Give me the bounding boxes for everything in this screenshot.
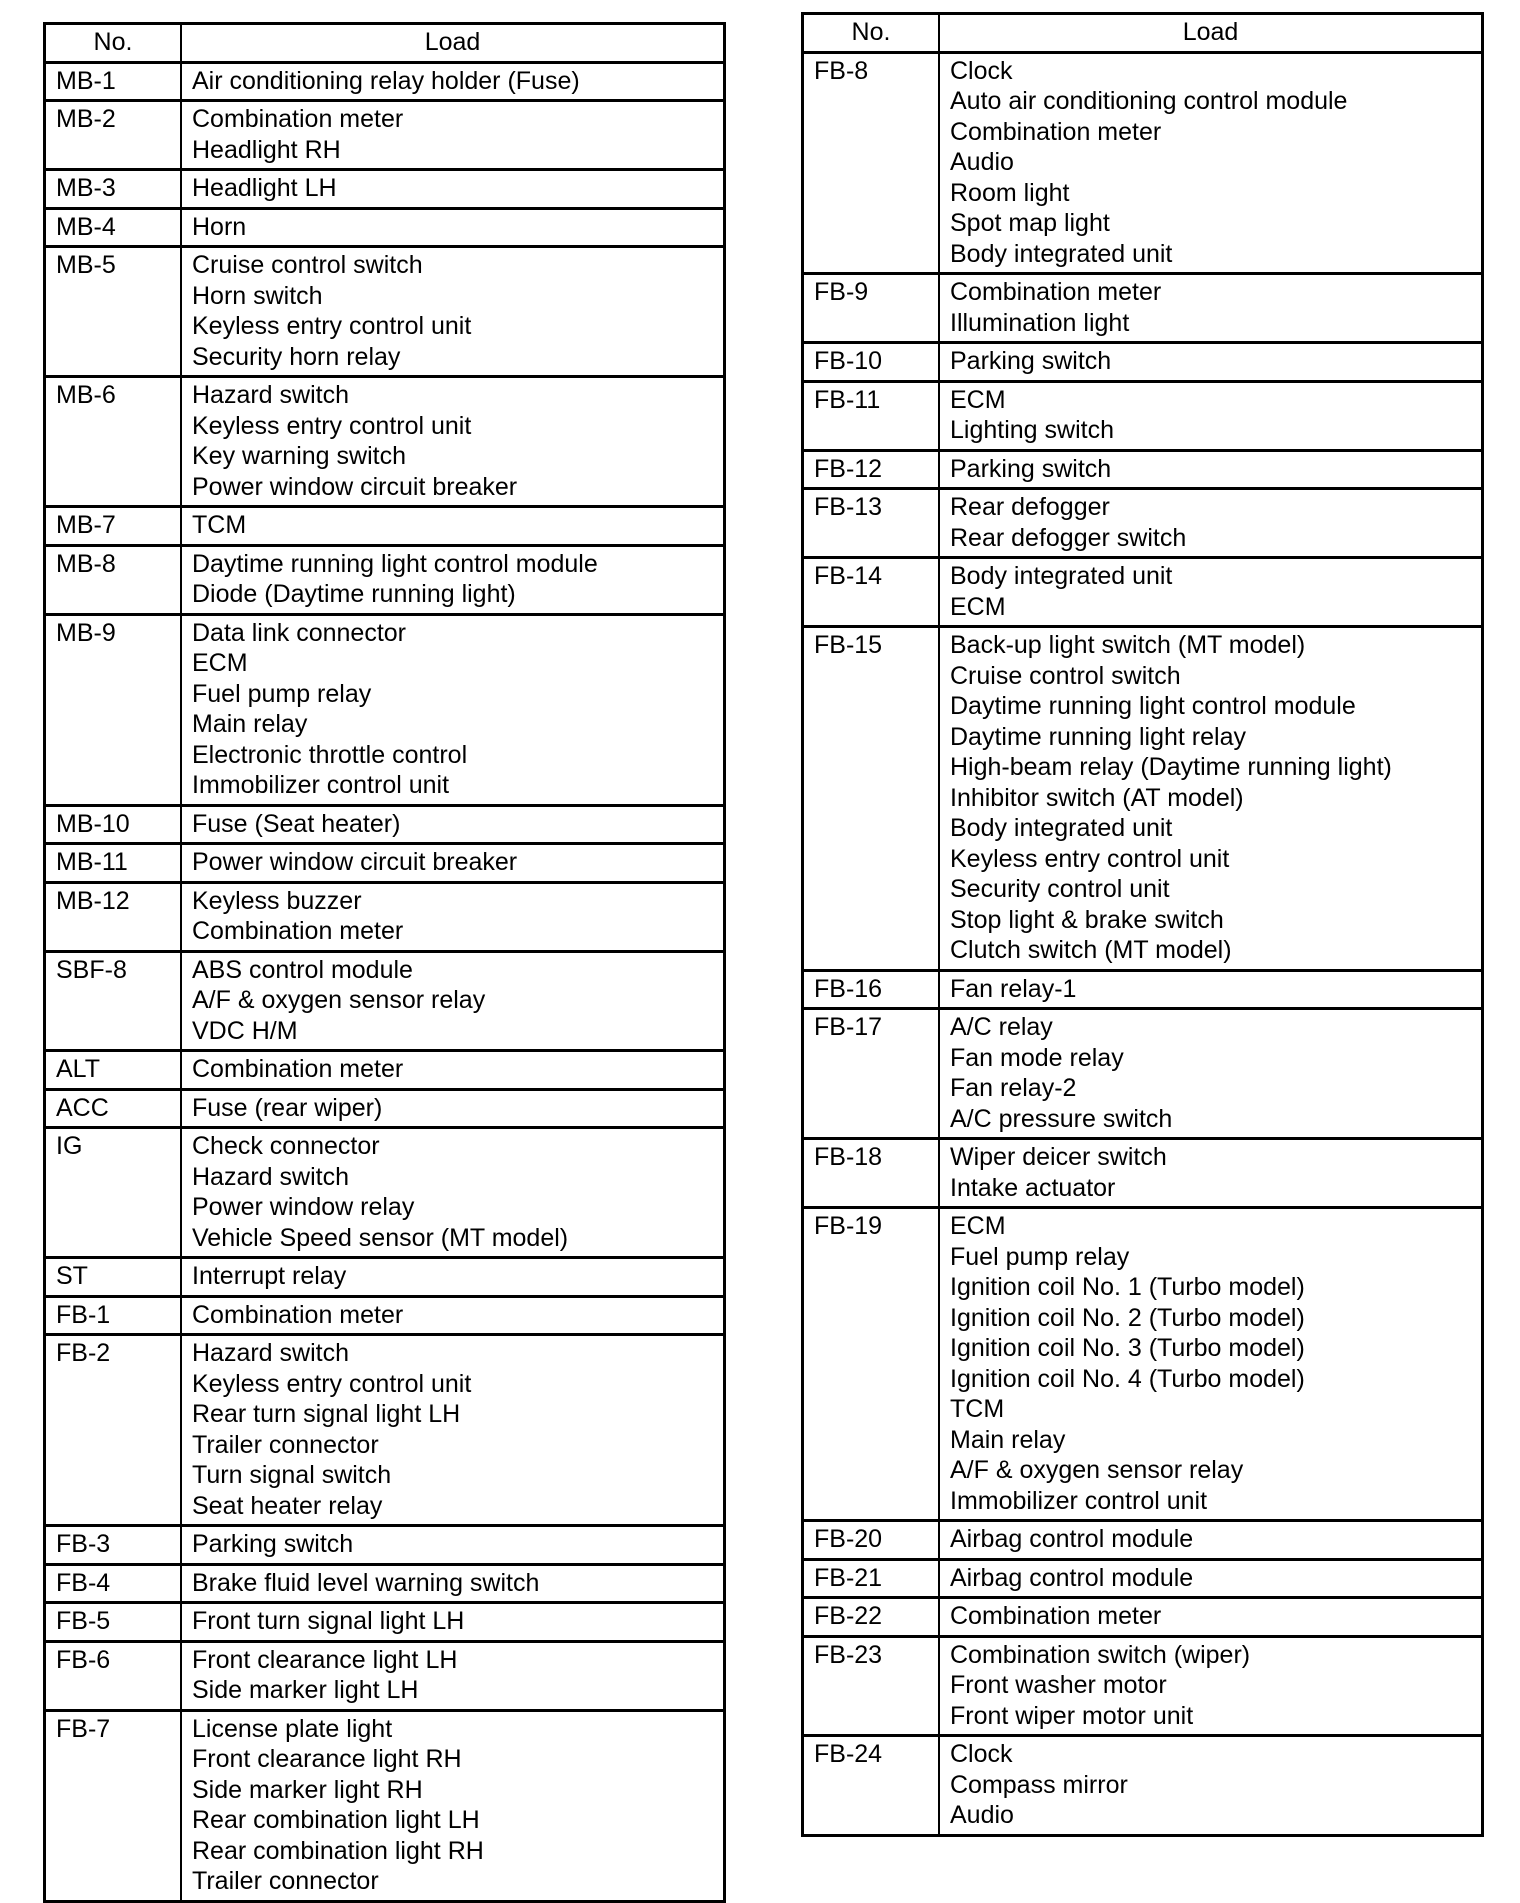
load-cell [939, 274, 1483, 343]
fuse-number-cell: SBF-8 [45, 951, 182, 1051]
table-row [803, 970, 1483, 1009]
load-item: Lighting switch [950, 416, 1114, 444]
load-cell [939, 1521, 1483, 1560]
table-row [45, 1526, 725, 1565]
load-item: Parking switch [950, 454, 1112, 483]
table-row [45, 170, 725, 209]
fuse-number-cell: FB-19 [803, 1208, 940, 1521]
load-cell [939, 627, 1483, 971]
table-row [45, 247, 725, 377]
load-cell [939, 1636, 1483, 1736]
load-cell [181, 882, 725, 951]
load-item: Body integrated unit [950, 562, 1173, 590]
load-item: Front washer motor [950, 1671, 1167, 1699]
load-item: Combination meter [950, 1602, 1162, 1630]
load-item: Immobilizer control unit [950, 1486, 1208, 1515]
table-row [45, 1258, 725, 1297]
load-item: Trailer connector [192, 1867, 379, 1895]
table-row [45, 62, 725, 101]
load-item: Hazard switch [192, 1162, 349, 1191]
fuse-number-cell: MB-8 [45, 545, 182, 614]
load-cell [181, 1641, 725, 1710]
fuse-number-cell: MB-9 [45, 614, 182, 805]
load-item: Horn [192, 212, 247, 241]
load-item: Headlight RH [192, 135, 341, 164]
load-cell [181, 805, 725, 844]
table-row [45, 377, 725, 507]
table-row [803, 274, 1483, 343]
table-row [803, 52, 1483, 274]
load-item: Check connector [192, 1132, 380, 1160]
header-row [45, 24, 725, 63]
load-cell [939, 489, 1483, 558]
fuse-number-cell: MB-12 [45, 882, 182, 951]
table-row [803, 450, 1483, 489]
load-item: Rear defogger [950, 493, 1110, 521]
load-item: Parking switch [950, 347, 1112, 375]
load-cell [181, 1128, 725, 1258]
load-item: Data link connector [192, 618, 407, 647]
table-row [45, 882, 725, 951]
load-item: Front clearance light RH [192, 1745, 462, 1773]
fuse-number-cell: FB-17 [803, 1009, 940, 1139]
table-row [45, 1296, 725, 1335]
load-item: Keyless entry control unit [950, 844, 1230, 873]
table-row [803, 1736, 1483, 1836]
load-item: Illumination light [950, 308, 1130, 337]
load-item: Fan relay-2 [950, 1074, 1077, 1102]
load-item: Interrupt relay [192, 1262, 347, 1290]
table-row [803, 489, 1483, 558]
load-item: Fuse (rear wiper) [192, 1093, 383, 1122]
load-item: Rear combination light RH [192, 1836, 484, 1865]
load-item: Combination meter [950, 117, 1162, 146]
fuse-number-cell: FB-21 [803, 1559, 940, 1598]
load-item: Ignition coil No. 4 (Turbo model) [950, 1364, 1305, 1393]
load-cell [181, 62, 725, 101]
load-cell [939, 52, 1483, 274]
load-item: Security control unit [950, 875, 1170, 903]
load-item: Daytime running light relay [950, 722, 1246, 751]
load-item: Diode (Daytime running light) [192, 580, 516, 608]
load-item: A/F & oxygen sensor relay [192, 986, 486, 1014]
load-cell [939, 558, 1483, 627]
load-column-header: Load [939, 14, 1483, 53]
fuse-number-cell: FB-13 [803, 489, 940, 558]
load-cell [181, 1603, 725, 1642]
load-cell [939, 343, 1483, 382]
load-item: Side marker light LH [192, 1676, 419, 1704]
table-row [45, 951, 725, 1051]
fuse-number-cell: MB-7 [45, 507, 182, 546]
load-cell [939, 970, 1483, 1009]
load-item: Inhibitor switch (AT model) [950, 783, 1244, 812]
load-item: Ignition coil No. 2 (Turbo model) [950, 1303, 1305, 1332]
load-item: Horn switch [192, 281, 323, 310]
load-item: Daytime running light control module [192, 549, 598, 578]
fuse-number-cell: ALT [45, 1051, 182, 1090]
table-row [803, 627, 1483, 971]
load-item: Power window circuit breaker [192, 848, 518, 876]
load-item: Keyless buzzer [192, 886, 362, 915]
load-item: Combination meter [192, 1300, 404, 1329]
fuse-number-cell: FB-6 [45, 1641, 182, 1710]
table-row [803, 558, 1483, 627]
fuse-number-cell: FB-2 [45, 1335, 182, 1526]
header-row [803, 14, 1483, 53]
load-item: A/C pressure switch [950, 1104, 1173, 1133]
fuse-number-cell: FB-7 [45, 1710, 182, 1901]
table-row [803, 1636, 1483, 1736]
load-item: Keyless entry control unit [192, 1369, 472, 1398]
load-item: Turn signal switch [192, 1461, 392, 1489]
load-cell [181, 208, 725, 247]
table-row [45, 1051, 725, 1090]
load-cell [939, 381, 1483, 450]
fuse-number-cell: FB-20 [803, 1521, 940, 1560]
table-row [45, 805, 725, 844]
table-row [803, 1009, 1483, 1139]
load-item: Ignition coil No. 3 (Turbo model) [950, 1334, 1305, 1362]
fuse-number-cell: FB-12 [803, 450, 940, 489]
load-item: Electronic throttle control [192, 740, 468, 769]
load-cell [939, 1208, 1483, 1521]
load-cell [181, 101, 725, 170]
load-item: A/C relay [950, 1013, 1053, 1041]
load-item: Brake fluid level warning switch [192, 1568, 540, 1597]
table-row [45, 844, 725, 883]
load-item: Security horn relay [192, 342, 401, 371]
load-item: Vehicle Speed sensor (MT model) [192, 1223, 569, 1252]
load-item: Clock [950, 1740, 1013, 1768]
load-item: Fuel pump relay [192, 679, 372, 708]
load-cell [939, 1559, 1483, 1598]
load-item: ECM [950, 1212, 1006, 1240]
load-item: Hazard switch [192, 381, 349, 409]
table-row [803, 1559, 1483, 1598]
table-row [803, 1139, 1483, 1208]
table-row [45, 507, 725, 546]
load-item: VDC H/M [192, 1016, 298, 1045]
load-cell [181, 1296, 725, 1335]
load-item: Keyless entry control unit [192, 411, 472, 440]
fuse-number-cell: FB-4 [45, 1564, 182, 1603]
load-item: Compass mirror [950, 1770, 1128, 1799]
load-item: Rear turn signal light LH [192, 1400, 461, 1428]
load-item: TCM [950, 1395, 1005, 1423]
load-item: Combination meter [192, 105, 404, 133]
fuse-number-cell: MB-11 [45, 844, 182, 883]
load-item: Seat heater relay [192, 1491, 383, 1520]
load-item: Wiper deicer switch [950, 1143, 1167, 1171]
table-row [45, 208, 725, 247]
load-item: Power window circuit breaker [192, 472, 518, 501]
load-item: ECM [192, 649, 248, 677]
load-item: Main relay [192, 710, 308, 738]
fuse-load-table-right [801, 12, 1484, 1837]
load-cell [181, 247, 725, 377]
load-item: Back-up light switch (MT model) [950, 631, 1306, 659]
no-column-header: No. [45, 24, 182, 63]
load-item: Front clearance light LH [192, 1645, 458, 1674]
load-item: Fuse (Seat heater) [192, 809, 401, 838]
load-item: Audio [950, 1801, 1014, 1829]
load-item: Audio [950, 148, 1014, 176]
load-item: Keyless entry control unit [192, 312, 472, 340]
fuse-number-cell: MB-3 [45, 170, 182, 209]
table-row [45, 545, 725, 614]
load-item: Body integrated unit [950, 239, 1173, 268]
load-item: A/F & oxygen sensor relay [950, 1456, 1244, 1484]
load-item: Side marker light RH [192, 1775, 423, 1804]
fuse-number-cell: FB-15 [803, 627, 940, 971]
fuse-number-cell: MB-1 [45, 62, 182, 101]
load-item: Combination meter [192, 1055, 404, 1083]
load-item: Combination meter [192, 917, 404, 945]
fuse-number-cell: MB-6 [45, 377, 182, 507]
load-cell [181, 844, 725, 883]
fuse-load-table-left [43, 22, 726, 1903]
fuse-number-cell: FB-23 [803, 1636, 940, 1736]
load-item: Rear defogger switch [950, 523, 1187, 552]
fuse-number-cell: FB-5 [45, 1603, 182, 1642]
load-item: Clutch switch (MT model) [950, 936, 1232, 964]
table-row [45, 1710, 725, 1901]
no-column-header: No. [803, 14, 940, 53]
load-cell [939, 1139, 1483, 1208]
load-item: Airbag control module [950, 1525, 1194, 1553]
table-row [45, 1128, 725, 1258]
load-item: High-beam relay (Daytime running light) [950, 753, 1392, 781]
load-cell [181, 170, 725, 209]
load-item: Fan mode relay [950, 1043, 1124, 1072]
fuse-number-cell: FB-3 [45, 1526, 182, 1565]
load-cell [181, 951, 725, 1051]
load-item: Cruise control switch [192, 251, 423, 279]
load-item: Main relay [950, 1425, 1066, 1454]
table-row [803, 1521, 1483, 1560]
table-row [803, 1208, 1483, 1521]
fuse-number-cell: FB-10 [803, 343, 940, 382]
fuse-number-cell: FB-11 [803, 381, 940, 450]
load-item: Daytime running light control module [950, 692, 1356, 720]
load-cell [181, 614, 725, 805]
load-item: Cruise control switch [950, 661, 1181, 690]
load-item: ECM [950, 385, 1006, 414]
load-item: Airbag control module [950, 1563, 1194, 1592]
table-row [45, 614, 725, 805]
table-row [803, 1598, 1483, 1637]
load-item: Trailer connector [192, 1430, 379, 1459]
load-cell [939, 1736, 1483, 1836]
load-item: TCM [192, 511, 247, 539]
load-cell [181, 507, 725, 546]
load-cell [181, 1258, 725, 1297]
load-item: Combination meter [950, 278, 1162, 306]
load-item: Front wiper motor unit [950, 1701, 1194, 1730]
table-row [45, 1641, 725, 1710]
fuse-number-cell: FB-9 [803, 274, 940, 343]
load-item: Parking switch [192, 1530, 354, 1558]
load-item: Ignition coil No. 1 (Turbo model) [950, 1273, 1305, 1301]
load-column-header: Load [181, 24, 725, 63]
load-item: Combination switch (wiper) [950, 1640, 1251, 1669]
load-item: Air conditioning relay holder (Fuse) [192, 66, 580, 95]
load-item: Spot map light [950, 209, 1110, 237]
table-row [45, 1603, 725, 1642]
table-row [803, 343, 1483, 382]
load-item: Power window relay [192, 1193, 415, 1221]
load-cell [939, 450, 1483, 489]
load-cell [181, 1526, 725, 1565]
load-item: Hazard switch [192, 1339, 349, 1367]
load-item: Stop light & brake switch [950, 905, 1224, 934]
table-row [45, 1089, 725, 1128]
load-cell [181, 377, 725, 507]
load-item: ABS control module [192, 955, 413, 984]
load-item: Immobilizer control unit [192, 771, 450, 799]
load-cell [181, 1710, 725, 1901]
load-item: ECM [950, 592, 1006, 621]
load-cell [939, 1598, 1483, 1637]
fuse-number-cell: FB-16 [803, 970, 940, 1009]
load-item: Fan relay-1 [950, 974, 1077, 1003]
fuse-number-cell: FB-24 [803, 1736, 940, 1836]
fuse-number-cell: ST [45, 1258, 182, 1297]
load-cell [181, 1051, 725, 1090]
fuse-number-cell: IG [45, 1128, 182, 1258]
load-cell [181, 1564, 725, 1603]
fuse-number-cell: MB-2 [45, 101, 182, 170]
table-row [45, 1564, 725, 1603]
fuse-number-cell: MB-10 [45, 805, 182, 844]
load-item: Room light [950, 178, 1070, 207]
load-item: Body integrated unit [950, 814, 1173, 842]
fuse-number-cell: FB-18 [803, 1139, 940, 1208]
table-row [45, 101, 725, 170]
fuse-number-cell: ACC [45, 1089, 182, 1128]
load-item: Clock [950, 56, 1013, 85]
fuse-number-cell: FB-22 [803, 1598, 940, 1637]
load-item: Headlight LH [192, 174, 337, 202]
load-item: Rear combination light LH [192, 1806, 480, 1834]
load-item: Front turn signal light LH [192, 1607, 465, 1635]
load-cell [181, 1089, 725, 1128]
load-cell [181, 545, 725, 614]
load-item: Fuel pump relay [950, 1242, 1130, 1271]
load-item: Key warning switch [192, 442, 406, 470]
load-item: License plate light [192, 1714, 393, 1743]
fuse-number-cell: FB-1 [45, 1296, 182, 1335]
load-cell [939, 1009, 1483, 1139]
table-row [803, 381, 1483, 450]
fuse-number-cell: FB-8 [803, 52, 940, 274]
table-row [45, 1335, 725, 1526]
fuse-number-cell: MB-4 [45, 208, 182, 247]
fuse-number-cell: FB-14 [803, 558, 940, 627]
load-cell [181, 1335, 725, 1526]
load-item: Intake actuator [950, 1173, 1116, 1202]
fuse-number-cell: MB-5 [45, 247, 182, 377]
load-item: Auto air conditioning control module [950, 87, 1348, 115]
